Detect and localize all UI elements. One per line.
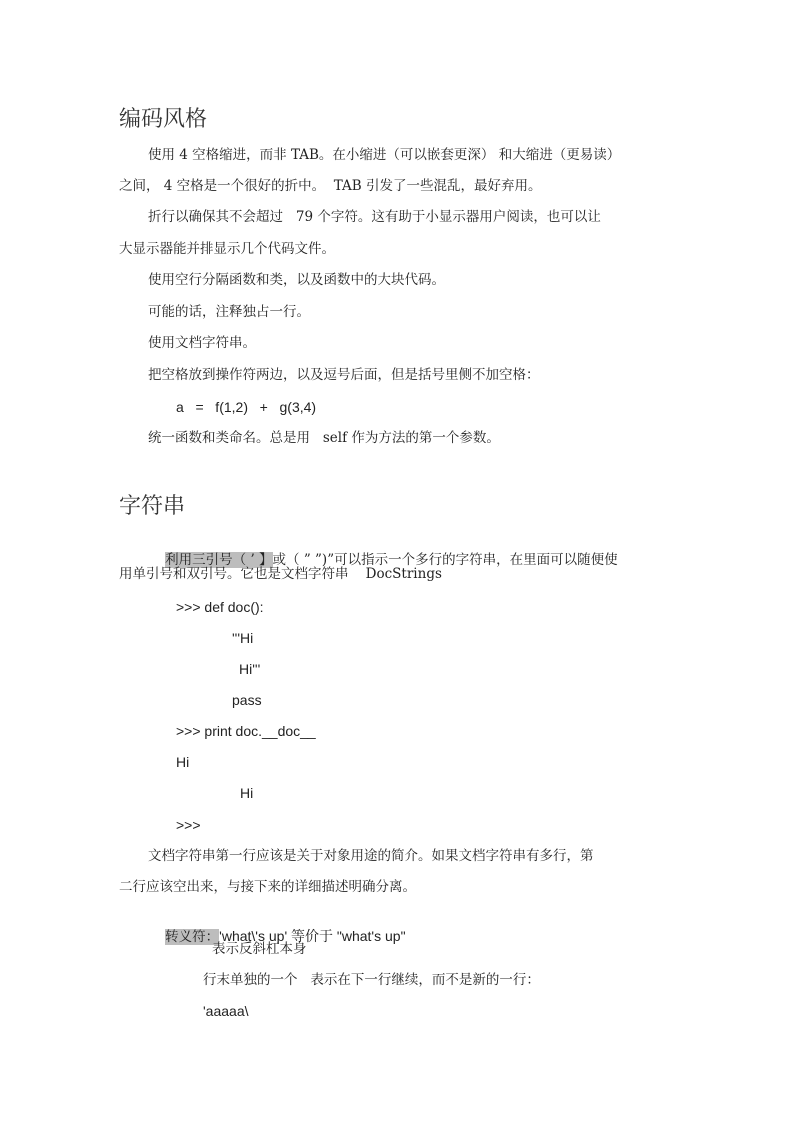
highlighted-text: 转义符： bbox=[165, 929, 220, 945]
code-line: Hi bbox=[176, 754, 190, 770]
heading-coding-style: 编码风格 bbox=[119, 107, 208, 132]
code-line: >>> bbox=[176, 817, 201, 833]
paragraph-line: 用单引号和双引号。它也是文档字符串 DocStrings bbox=[119, 566, 442, 582]
paragraph-line: 二行应该空出来，与接下来的详细描述明确分离。 bbox=[119, 879, 416, 895]
paragraph-line: 表示反斜杠本身 bbox=[212, 941, 307, 957]
highlighted-text: 利用三引号（ ’ 】 bbox=[165, 552, 273, 568]
code-line: Hi''' bbox=[239, 661, 261, 677]
text: 'what\'s up' 等价于 "what's up" bbox=[219, 928, 406, 944]
paragraph-line: 使用文档字符串。 bbox=[148, 335, 256, 351]
code-line: >>> def doc(): bbox=[176, 599, 264, 615]
paragraph-line: 统一函数和类命名。总是用 self 作为方法的第一个参数。 bbox=[148, 430, 500, 446]
paragraph-line: 使用空行分隔函数和类，以及函数中的大块代码。 bbox=[148, 272, 445, 288]
paragraph-line: 文档字符串第一行应该是关于对象用途的简介。如果文档字符串有多行，第 bbox=[148, 848, 594, 864]
heading-strings: 字符串 bbox=[119, 494, 186, 519]
paragraph-line: 可能的话，注释独占一行。 bbox=[148, 304, 310, 320]
paragraph-line: 大显示器能并排显示几个代码文件。 bbox=[119, 241, 335, 257]
paragraph-line: 之间， 4 空格是一个很好的折中。 TAB 引发了一些混乱，最好弃用。 bbox=[119, 178, 542, 194]
code-example: a = f(1,2) + g(3,4) bbox=[176, 399, 317, 415]
code-line: pass bbox=[232, 692, 262, 708]
paragraph-line: 使用 4 空格缩进，而非 TAB。在小缩进（可以嵌套更深） 和大缩进（更易读） bbox=[148, 147, 621, 163]
paragraph-line: 行末单独的一个 表示在下一行继续，而不是新的一行： bbox=[203, 972, 540, 988]
code-line: Hi bbox=[240, 785, 254, 801]
text: 或（ ” ”)”可以指示一个多行的字符串，在里面可以随便使 bbox=[272, 552, 618, 568]
code-line: >>> print doc.__doc__ bbox=[176, 723, 316, 739]
paragraph-line: 把空格放到操作符两边，以及逗号后面，但是括号里侧不加空格： bbox=[148, 367, 540, 383]
paragraph-line: 折行以确保其不会超过 79 个字符。这有助于小显示器用户阅读，也可以让 bbox=[148, 209, 601, 225]
code-line: '''Hi bbox=[232, 630, 254, 646]
code-line: 'aaaaa\ bbox=[203, 1003, 249, 1019]
